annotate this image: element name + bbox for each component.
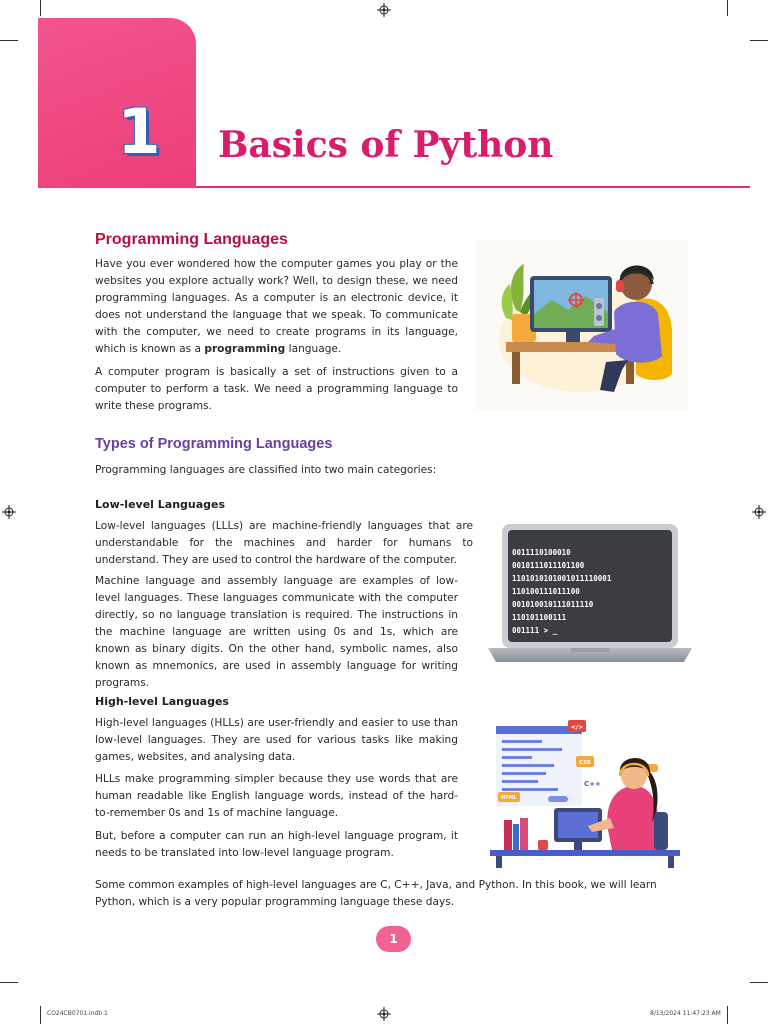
title-divider: [196, 186, 750, 188]
crop-mark: [0, 40, 18, 41]
chapter-number: 1: [117, 95, 161, 168]
svg-text:</>: </>: [570, 724, 584, 731]
paragraph-closing: Some common examples of high-level languages are C, C++, Java, and Python. In this book, we will learn Python, which is a very popular programming language these days.: [95, 879, 657, 908]
gamer-illustration: [476, 240, 688, 410]
print-slug-timestamp: 8/13/2024 11:47:23 AM: [650, 1010, 721, 1017]
registration-mark-icon: [377, 1007, 391, 1021]
paragraph-types-intro: Programming languages are classified into two main categories:: [95, 464, 437, 476]
paragraph-high-level-3: But, before a computer can run an high-level language program, it needs to be translated into low-level language program.: [95, 830, 458, 859]
page-number: 1: [376, 926, 411, 952]
crop-mark: [40, 0, 41, 16]
paragraph-low-level-2: Machine language and assembly language are examples of low-level languages. These languages communicate with the computer directly, so no language translation is required. The instructions in the machine language are written using 0s and 1s, which are known as binary digits. On the other hand, symbolic names, also known as mnemonics, are used in assembly language for writing programs.: [95, 575, 458, 689]
crop-mark: [0, 982, 18, 983]
chapter-title: Basics of Python: [218, 124, 554, 166]
registration-mark-icon: [2, 505, 16, 519]
laptop-binary-illustration: [488, 522, 692, 664]
svg-text:CSS: CSS: [579, 760, 591, 766]
crop-mark: [727, 0, 728, 16]
crop-mark: [750, 982, 768, 983]
registration-mark-icon: [752, 505, 766, 519]
binary-line: 110100111011100: [512, 587, 580, 596]
binary-line: 001010010111011110: [512, 600, 594, 609]
binary-line: 001111 > _: [512, 626, 558, 635]
paragraph-high-level-2: HLLs make programming simpler because they use words that are human readable like English language words, instead of the hard-to-remember 0s and 1s of machine language.: [95, 773, 458, 819]
paragraph-high-level-1: High-level languages (HLLs) are user-friendly and easier to use than low-level languages. They are used for various tasks like making games, websites, and analysing data.: [95, 717, 458, 763]
paragraph-intro: Have you ever wondered how the computer games you play or the websites you explore actually work? Well, to design these, we need programming languages. As a computer is an electronic device, it does not understand the language that we speak. To communicate with the computer, we need to create programs in its language, which is known as a programming language.: [95, 258, 458, 355]
print-slug-file: CO24CB0701.indb 1: [47, 1010, 108, 1017]
crop-mark: [727, 1006, 728, 1024]
subheading-low-level: Low-level Languages: [95, 498, 226, 511]
section-heading-types: Types of Programming Languages: [95, 436, 333, 452]
registration-mark-icon: [377, 3, 391, 17]
svg-text:C++: C++: [584, 780, 601, 788]
binary-line: 1101010101001011110001: [512, 574, 612, 583]
crop-mark: [750, 40, 768, 41]
crop-mark: [40, 1006, 41, 1024]
paragraph-low-level-1: Low-level languages (LLLs) are machine-friendly languages that are understandable for the machines and harder for humans to understand. They are used to control the hardware of the computer.: [95, 520, 473, 566]
binary-line: 0010111011101100: [512, 561, 585, 570]
paragraph-computer-program: A computer program is basically a set of instructions given to a computer to perform a task. We need a programming language to write these programs.: [95, 366, 458, 412]
coder-illustration: [488, 712, 688, 870]
binary-line: 0011110100010: [512, 548, 571, 557]
section-heading-programming-languages: Programming Languages: [95, 231, 288, 248]
svg-text:HTML: HTML: [501, 795, 517, 801]
binary-line: 110101100111: [512, 613, 567, 622]
subheading-high-level: High-level Languages: [95, 695, 229, 708]
